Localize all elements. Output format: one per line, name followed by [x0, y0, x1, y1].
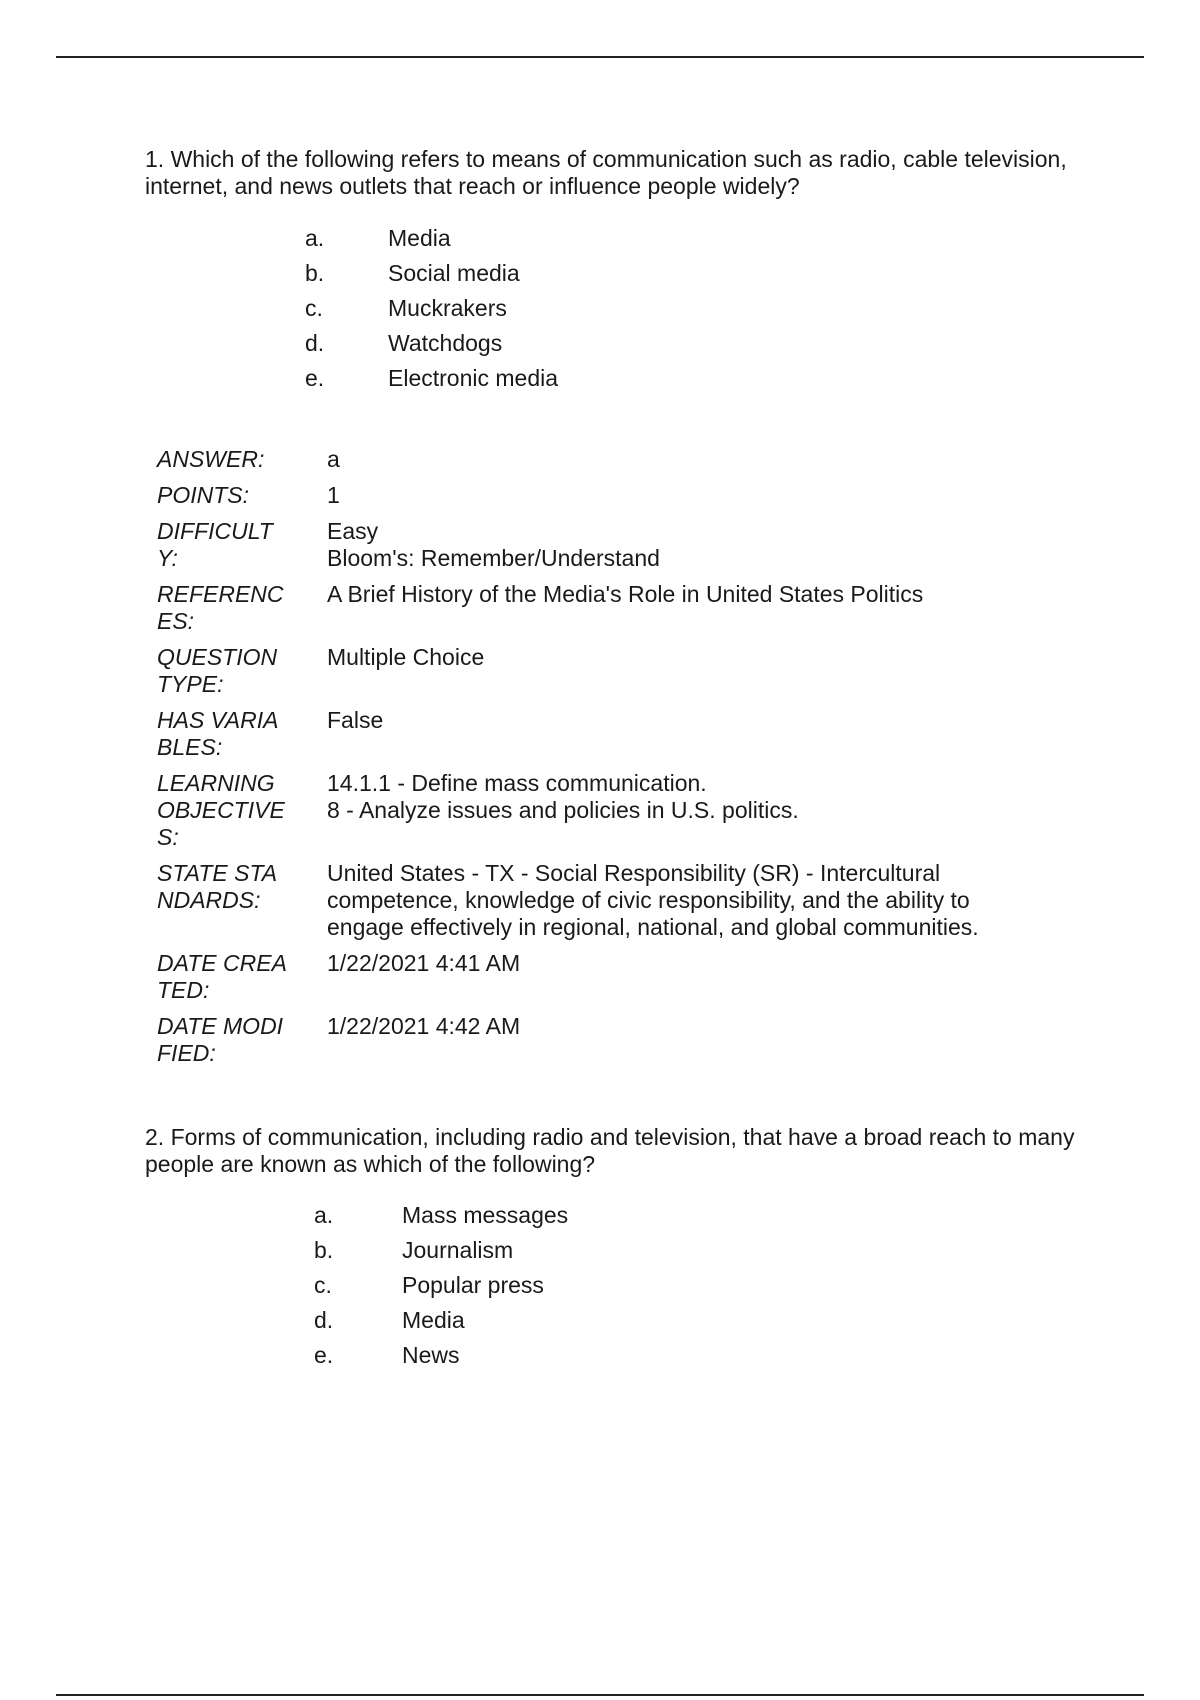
meta-label: LEARNING OBJECTIVES: — [157, 770, 285, 850]
choice-item — [305, 361, 805, 396]
choice-item — [314, 1268, 814, 1303]
choice-text: Watchdogs — [388, 330, 503, 356]
meta-has-variables — [157, 707, 1057, 761]
choice-letter: c. — [305, 295, 323, 321]
date-modified-value: 1/22/2021 4:42 AM — [327, 1013, 521, 1039]
question-1-prompt: 1. Which of the following refers to means of communication such as radio, cable television, internet, and news outlets that reach or influence people widely? — [145, 146, 1067, 199]
choice-text: Journalism — [402, 1237, 514, 1263]
meta-difficulty — [157, 518, 1057, 572]
choice-text: Social media — [388, 260, 520, 286]
question-1-choices — [305, 221, 805, 396]
meta-value — [327, 1013, 1027, 1040]
meta-value — [327, 644, 1027, 671]
meta-references — [157, 581, 1057, 635]
meta-value — [327, 581, 1027, 608]
question-1-metadata — [157, 446, 1057, 1076]
meta-value — [327, 860, 1027, 941]
meta-answer — [157, 446, 1057, 473]
meta-label: DATE CREATED: — [157, 950, 287, 1003]
choice-letter: e. — [314, 1342, 334, 1368]
choice-item — [314, 1338, 814, 1373]
points-value: 1 — [327, 482, 340, 508]
references-value: A Brief History of the Media's Role in United States Politics — [327, 581, 924, 607]
question-2-choices — [314, 1198, 814, 1373]
meta-date-created — [157, 950, 1057, 1004]
meta-label: REFERENCES: — [157, 581, 284, 634]
meta-label: DATE MODIFIED: — [157, 1013, 284, 1066]
question-type-value: Multiple Choice — [327, 644, 485, 670]
choice-item — [305, 291, 805, 326]
choice-letter: c. — [314, 1272, 332, 1298]
meta-label: HAS VARIABLES: — [157, 707, 279, 760]
choice-item — [314, 1233, 814, 1268]
meta-value — [327, 518, 1027, 572]
meta-label: QUESTION TYPE: — [157, 644, 278, 697]
choice-letter: a. — [305, 225, 325, 251]
difficulty-value: Easy — [327, 518, 379, 544]
meta-date-modified — [157, 1013, 1057, 1067]
meta-question-type — [157, 644, 1057, 698]
objective-value: 8 - Analyze issues and policies in U.S. politics. — [327, 797, 799, 823]
meta-state-standards — [157, 860, 1057, 941]
state-standards-value: United States - TX - Social Responsibility (SR) - Intercultural competence, knowledge of civic responsibility, and the ability to engage effectively in regional, national, and global communities. — [327, 860, 979, 940]
answer-value: a — [327, 446, 340, 472]
choice-letter: e. — [305, 365, 325, 391]
question-2-prompt: 2. Forms of communication, including radio and television, that have a broad reach to many people are known as which of the following? — [145, 1124, 1075, 1177]
blooms-value: Bloom's: Remember/Understand — [327, 545, 660, 571]
choice-item — [305, 326, 805, 361]
meta-label: ANSWER: — [157, 446, 265, 472]
choice-text: News — [402, 1342, 460, 1368]
meta-value — [327, 707, 1027, 734]
choice-item — [314, 1198, 814, 1233]
bottom-rule — [56, 1694, 1144, 1696]
choice-item — [305, 221, 805, 256]
choice-text: Muckrakers — [388, 295, 507, 321]
meta-label: POINTS: — [157, 482, 250, 508]
meta-label: STATE STANDARDS: — [157, 860, 278, 913]
choice-text: Media — [388, 225, 451, 251]
has-variables-value: False — [327, 707, 384, 733]
top-rule — [56, 56, 1144, 58]
choice-letter: d. — [314, 1307, 334, 1333]
meta-learning-objectives — [157, 770, 1057, 851]
meta-points — [157, 482, 1057, 509]
date-created-value: 1/22/2021 4:41 AM — [327, 950, 521, 976]
choice-letter: b. — [305, 260, 325, 286]
meta-label: DIFFICULTY: — [157, 518, 273, 571]
objective-value: 14.1.1 - Define mass communication. — [327, 770, 707, 796]
choice-letter: d. — [305, 330, 325, 356]
choice-text: Mass messages — [402, 1202, 569, 1228]
meta-value — [327, 446, 1027, 473]
choice-letter: b. — [314, 1237, 334, 1263]
choice-text: Electronic media — [388, 365, 559, 391]
meta-value — [327, 950, 1027, 977]
choice-letter: a. — [314, 1202, 334, 1228]
choice-text: Popular press — [402, 1272, 544, 1298]
choice-item — [314, 1303, 814, 1338]
meta-value — [327, 770, 1027, 824]
choice-text: Media — [402, 1307, 465, 1333]
choice-item — [305, 256, 805, 291]
meta-value — [327, 482, 1027, 509]
